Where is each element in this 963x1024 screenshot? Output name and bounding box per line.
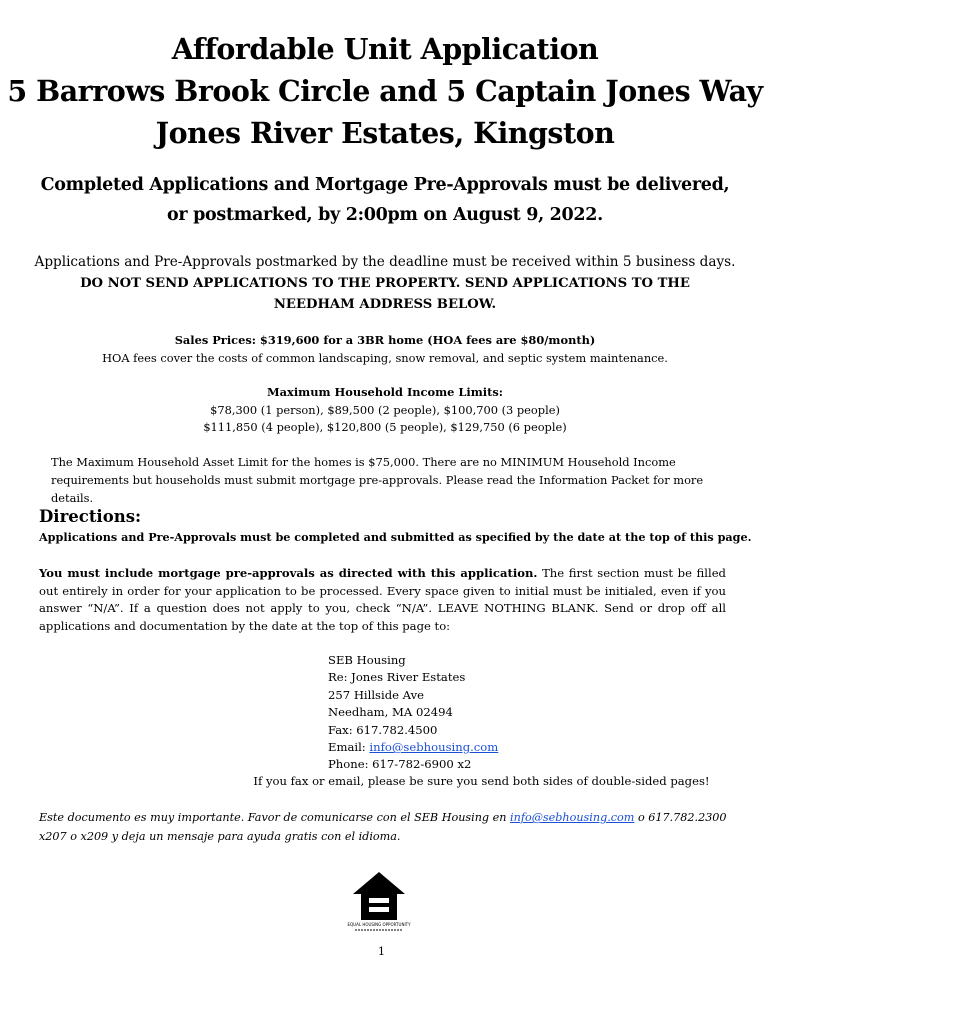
sales-price: Sales Prices: $319,600 for a 3BR home (HOA fees are $80/month): [174, 333, 596, 347]
spanish-text-2: o 617.782.2300 x207 o x209 y deja un mensaje para ayuda gratis con el idioma.: [39, 811, 727, 843]
title-line-3: Jones River Estates, Kingston: [155, 116, 615, 150]
income-limits: [0, 384, 770, 437]
sales-info: [0, 331, 770, 367]
directions-details: The first section must be filled out entirely in order for your application to be processed. Every space given to initial must be initialed, even if you answer “N/A”. If a question does not apply to you, check “N/A”. LEAVE NOTHING BLANK. Send or drop off all applications and documentation by the date at the top of this page to:: [39, 566, 726, 633]
directions-paragraph: [39, 565, 726, 635]
address-city: Needham, MA 02494: [328, 705, 453, 720]
email-link[interactable]: info@sebhousing.com: [369, 740, 499, 755]
income-limits-line-1: $78,300 (1 person), $89,500 (2 people), $100,700 (3 people): [210, 402, 560, 417]
deadline-notice: [0, 170, 770, 230]
mailing-address: [328, 652, 498, 774]
directions-heading: Directions:: [39, 507, 142, 526]
title-line-1: Affordable Unit Application: [171, 32, 599, 66]
fax-note: If you fax or email, please be sure you send both sides of double-sided pages!: [253, 774, 710, 788]
warning-line-1: DO NOT SEND APPLICATIONS TO THE PROPERTY. SEND APPLICATIONS TO THE: [80, 276, 690, 291]
page-number: 1: [377, 944, 386, 958]
deadline-line-2: or postmarked, by 2:00pm on August 9, 2022.: [167, 205, 603, 225]
equal-housing-opportunity-icon: [347, 870, 411, 934]
postmark-line: Applications and Pre-Approvals postmarked by the deadline must be received within 5 business days.: [34, 254, 736, 270]
email-label: Email:: [328, 740, 370, 755]
postmark-notice: [0, 252, 770, 315]
income-limits-heading: Maximum Household Income Limits:: [267, 385, 503, 399]
warning-line-2: NEEDHAM ADDRESS BELOW.: [273, 297, 497, 312]
asset-limit-text: The Maximum Household Asset Limit for the homes is $75,000. There are no MINIMUM Household Income requirements but households must submit mortgage pre-approvals. Please read the Information Packet for more details.: [51, 455, 704, 505]
address-email-row: [328, 739, 498, 756]
address-org: SEB Housing: [328, 653, 406, 667]
document-title: [0, 28, 770, 154]
address-re: Re: Jones River Estates: [328, 670, 466, 685]
address-phone: Phone: 617-782-6900 x2: [328, 757, 472, 772]
preapproval-requirement: You must include mortgage pre-approvals as directed with this application.: [39, 566, 538, 580]
hoa-description: HOA fees cover the costs of common landscaping, snow removal, and septic system maintenance.: [102, 351, 668, 365]
deadline-line-1: Completed Applications and Mortgage Pre-Approvals must be delivered,: [40, 175, 730, 195]
spanish-email-link[interactable]: info@sebhousing.com: [510, 811, 635, 824]
address-fax: Fax: 617.782.4500: [328, 722, 438, 737]
address-street: 257 Hillside Ave: [328, 687, 424, 702]
title-line-2: 5 Barrows Brook Circle and 5 Captain Jones Way: [7, 74, 763, 108]
spanish-text-1: Este documento es muy importante. Favor de comunicarse con el SEB Housing en: [39, 811, 511, 824]
directions-instruction: Applications and Pre-Approvals must be completed and submitted as specified by the date at the top of this page.: [39, 530, 752, 544]
income-limits-line-2: $111,850 (4 people), $120,800 (5 people), $129,750 (6 people): [203, 420, 567, 434]
logo-text: EQUAL HOUSING OPPORTUNITY: [347, 922, 411, 927]
spanish-notice: [39, 808, 729, 846]
